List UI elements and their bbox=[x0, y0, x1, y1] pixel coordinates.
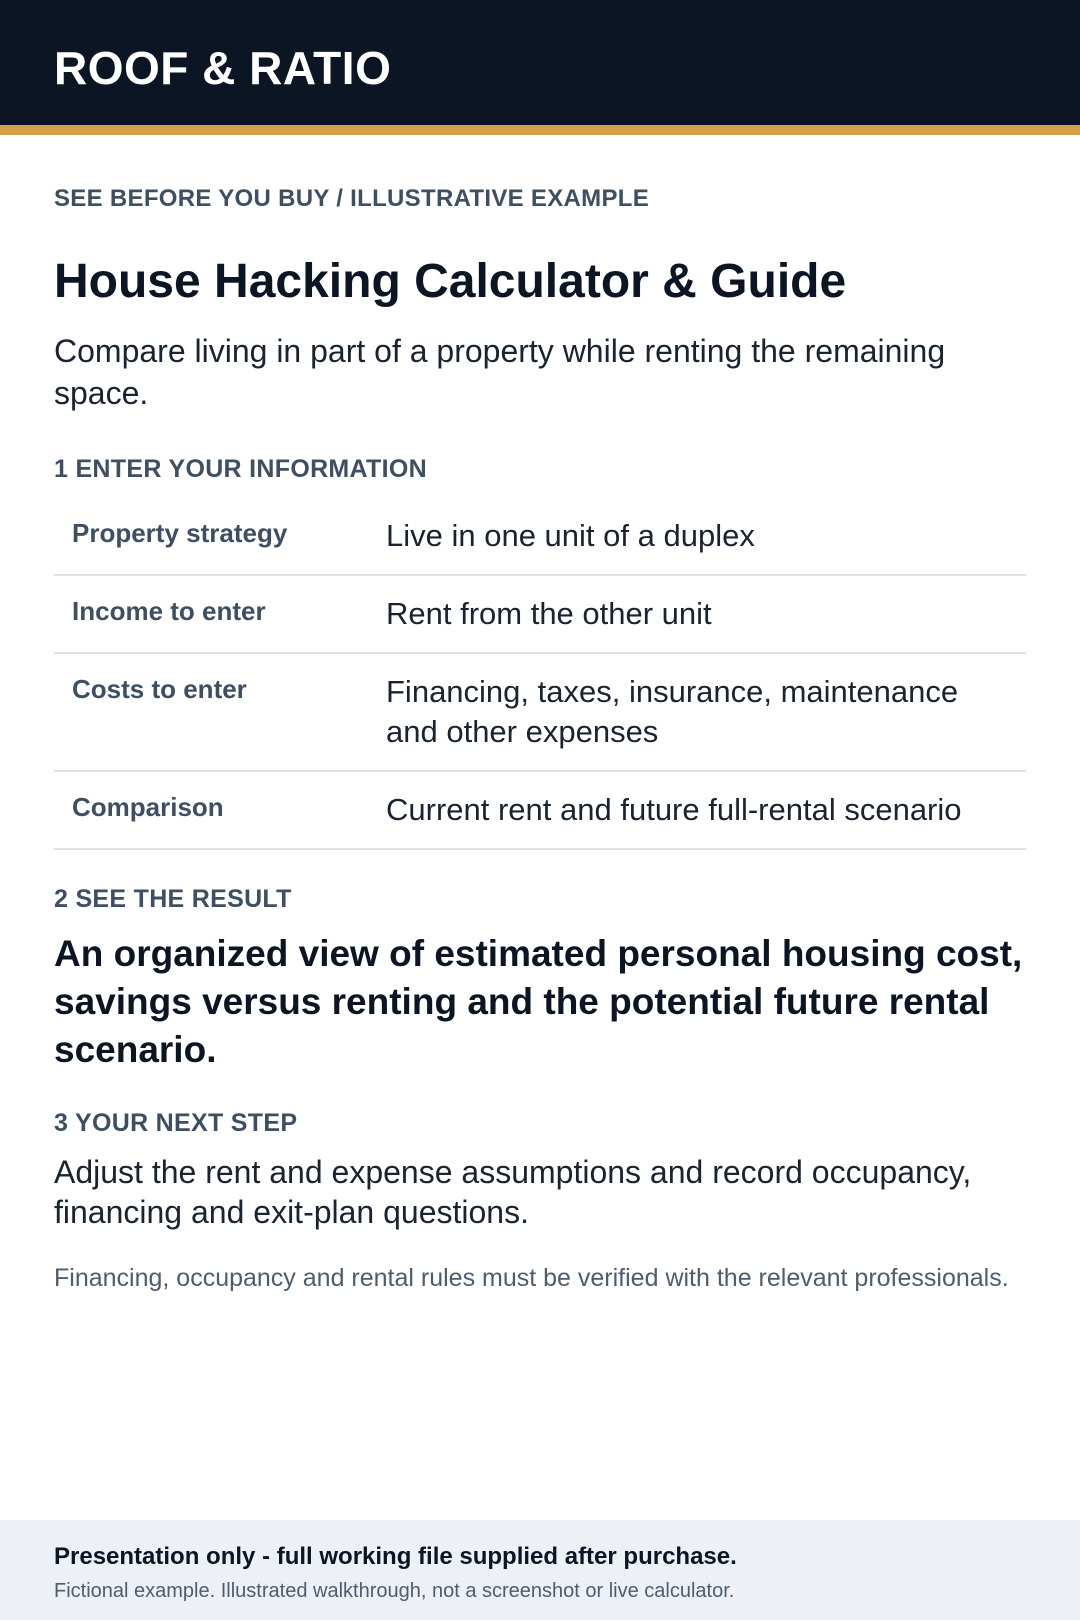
brand-logo-text[interactable]: ROOF & RATIO bbox=[54, 42, 392, 94]
main-content bbox=[54, 184, 1026, 1294]
row-value: Financing, taxes, insurance, maintenance and other expenses bbox=[386, 674, 959, 749]
table-row bbox=[54, 498, 1026, 576]
step3-heading: 3 YOUR NEXT STEP bbox=[54, 1109, 298, 1137]
info-table bbox=[54, 498, 1026, 850]
disclaimer-note: Financing, occupancy and rental rules must be verified with the relevant professionals. bbox=[54, 1264, 1009, 1292]
table-row bbox=[54, 654, 1026, 772]
row-key: Income to enter bbox=[72, 596, 266, 626]
row-value: Live in one unit of a duplex bbox=[386, 518, 755, 553]
site-header bbox=[0, 0, 1080, 135]
step2-heading: 2 SEE THE RESULT bbox=[54, 885, 292, 913]
page-title: House Hacking Calculator & Guide bbox=[54, 255, 847, 308]
row-key: Comparison bbox=[72, 792, 224, 822]
footer-banner bbox=[0, 1520, 1080, 1620]
table-row bbox=[54, 772, 1026, 850]
footer-sub-text: Fictional example. Illustrated walkthrough, not a screenshot or live calculator. bbox=[54, 1580, 735, 1602]
row-key: Costs to enter bbox=[72, 674, 247, 704]
result-statement: An organized view of estimated personal housing cost, savings versus renting and the potential future rental scenario. bbox=[54, 933, 1023, 1070]
row-key: Property strategy bbox=[72, 518, 288, 548]
table-row bbox=[54, 576, 1026, 654]
row-value: Rent from the other unit bbox=[386, 596, 712, 631]
eyebrow-label: SEE BEFORE YOU BUY / ILLUSTRATIVE EXAMPLE bbox=[54, 185, 650, 212]
step1-heading: 1 ENTER YOUR INFORMATION bbox=[54, 455, 427, 483]
intro-text: Compare living in part of a property while renting the remaining space. bbox=[54, 333, 946, 411]
footer-main-text: Presentation only - full working file supplied after purchase. bbox=[54, 1543, 737, 1570]
row-value: Current rent and future full-rental scenario bbox=[386, 792, 962, 827]
next-step-text: Adjust the rent and expense assumptions and record occupancy, financing and exit-plan questions. bbox=[54, 1154, 972, 1230]
